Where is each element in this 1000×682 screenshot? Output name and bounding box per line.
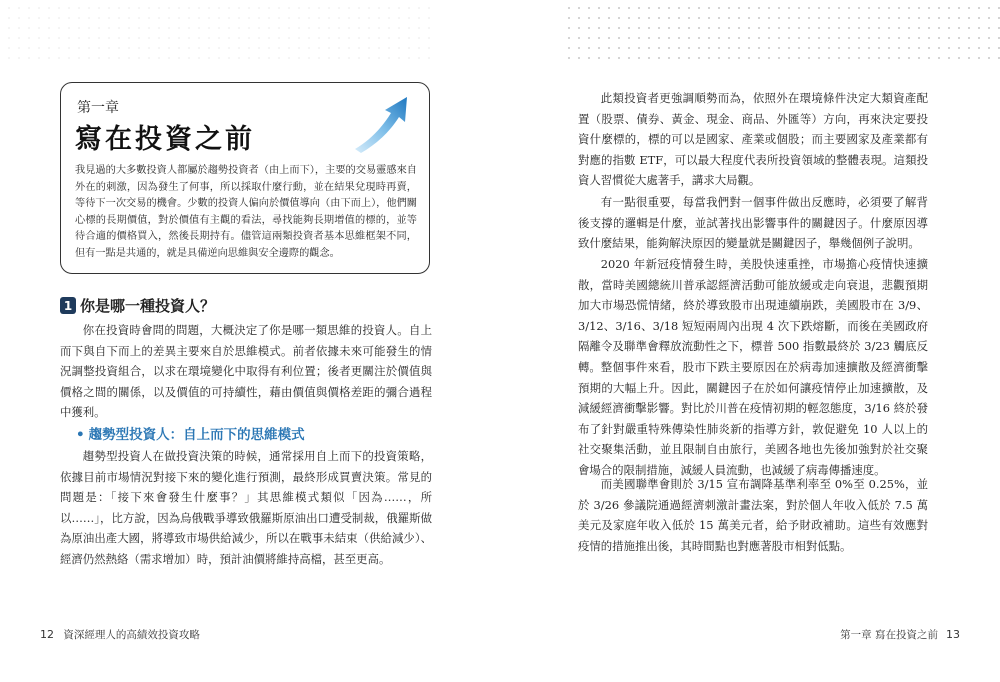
right-page [500, 0, 1000, 682]
left-footer [40, 627, 200, 642]
section-heading [60, 295, 215, 316]
section-paragraph: 你在投資時會問的問題，大概決定了你是哪一類思維的投資人。自上而下與自下而上的差異主要來自於思維模式。前者依據未來可能發生的情況調整投資組合，以求在環境變化中取得有利位置；後者更關注於價值與價格之間的關係，以及價值的可持續性，藉由價值與價格差距的彌合過程中獲利。 [60, 323, 432, 420]
right-paragraph-4: 整個事件來看，股市下跌主要原因在於病毒加速擴散及經濟衝擊預期的大幅上升。因此，關鍵因子在於如何讓疫情停止加速擴散，及減緩經濟衝擊影響。對比於川普在疫情初期的輕忽態度，3/16 終於發布了針對嚴重特殊傳染性肺炎新的指導方針，敦促避免 10 人以上的社交聚集活動，並且限制自由旅行，美國各地也先後加強對於社交聚會場合的限制措施，減緩人員流動，也減緩了病毒傳播速度。 [578, 360, 928, 477]
chapter-reference: 第一章 寫在投資之前 [840, 629, 938, 641]
book-title: 資深經理人的高績效投資攻略 [63, 629, 200, 641]
section-number-badge: 1 [60, 297, 76, 314]
section-title: 你是哪一種投資人？ [80, 297, 216, 315]
right-footer [840, 627, 960, 642]
subsection-heading [76, 423, 305, 443]
right-paragraph-1: 此類投資者更強調順勢而為，依照外在環境條件決定大類資產配置（股票、債券、黃金、現金、商品、外匯等）方向，再來決定要投資什麼標的，標的可以是國家、產業或個股；而主要國家及產業都有對應的指數 ETF，可以最大程度代表所投資領域的整體表現。這類投資人習慣從大處著手，講求大局觀。 [578, 91, 928, 188]
right-paragraph-5: 而美國聯準會則於 3/15 宣布調降基準利率至 0%至 0.25%，並於 3/26 參議院通過經濟刺激計畫法案，對於個人年收入低於 7.5 萬美元及家庭年收入低於 15 萬美元者，給予財政補助。這些有效應對疫情的措施推出後，其時間點也對應著股市相對低點。 [578, 477, 928, 553]
chapter-intro-box [60, 82, 430, 274]
right-page-number: 13 [946, 628, 960, 641]
subsection-bullet: • [76, 427, 85, 443]
right-paragraph-2: 有一點很重要，每當我們對一個事件做出反應時，必須要了解背後支撐的邏輯是什麼，並試著找出影響事件的關鍵因子。什麼原因導致什麼結果，能夠解決原因的變量就是關鍵因子，舉幾個例子說明。 [578, 195, 928, 251]
chapter-label: 第一章 [77, 100, 119, 116]
rising-arrow-icon [351, 91, 415, 155]
left-page-number: 12 [40, 628, 54, 641]
chapter-title: 寫在投資之前 [75, 124, 255, 155]
subsection-paragraph: 趨勢型投資人在做投資決策的時候，通常採用自上而下的投資策略，依據目前市場情況對接下來的變化進行預測，最終形成買賣決策。常見的問題是：「接下來會發生什麼事？」其思維模式類似「因為……，所以……」，比方說，因為烏俄戰爭導致俄羅斯原油出口遭受制裁，俄羅斯做為原油出產大國，將導致市場供給減少，所以在戰事未結束（供給減少）、經濟仍然熱絡（需求增加）時，預計油價將維持高檔，甚至更高。 [60, 449, 432, 566]
chapter-intro-text: 我見過的大多數投資人都屬於趨勢投資者（由上而下），主要的交易靈感來自外在的刺激，因為發生了何事，所以採取什麼行動，並在結果兌現時再賣，等待下一次交易的機會。少數的投資人偏向於價值導向（由下而上），他們關心標的長期價值，對於價值有主觀的看法，尋找能夠長期增值的標的，並等待合適的價格買入，然後長期持有。儘管這兩類投資者基本思維框架不同，但有一點是共通的，就是具備逆向思維與安全邊際的觀念。 [75, 165, 417, 259]
subsection-title: 趨勢型投資人：自上而下的思維模式 [88, 427, 305, 443]
right-paragraph-3: 2020 年新冠疫情發生時，美股快速重挫，市場擔心疫情快速擴散，當時美國總統川普承認經濟活動可能放緩或走向衰退，悲觀預期加大市場恐慌情緒，終於導致股市出現連續崩跌，美國股市在 3/9、3/12、3/16、3/18 短短兩周內出現 4 次下跌熔斷，而後在美國政府隔離令及聯準會釋放流動性之下，標普 500 指數最終於 3/23 觸底反轉。 [578, 257, 928, 374]
